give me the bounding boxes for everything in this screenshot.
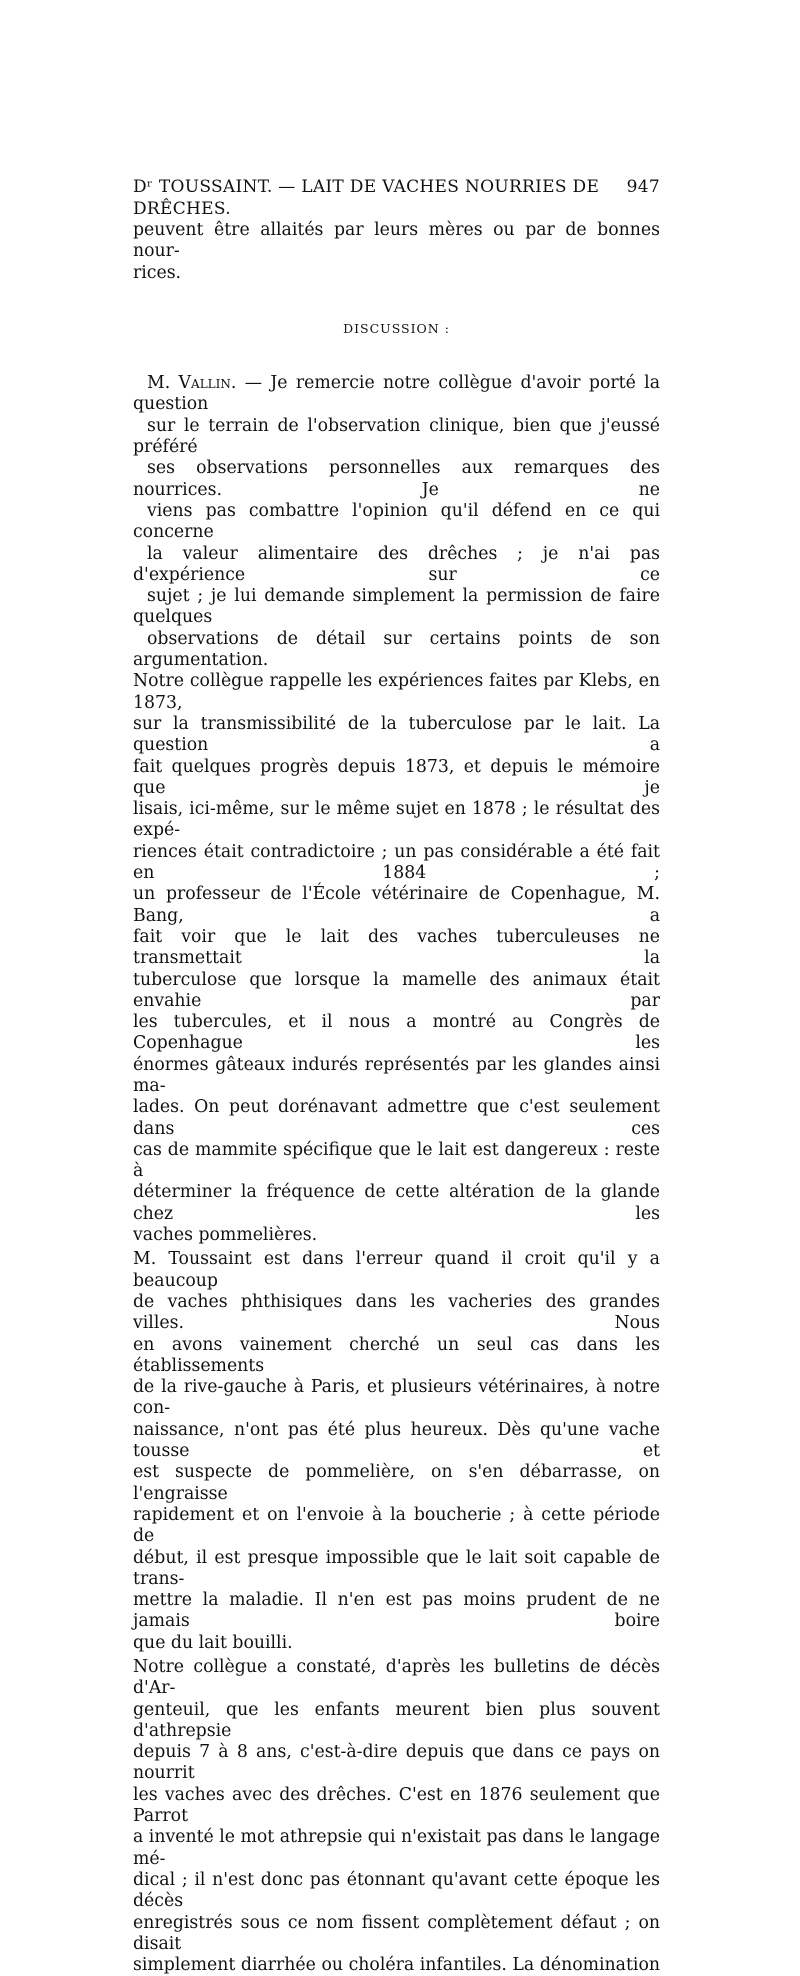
text-line: fait quelques progrès depuis 1873, et depuis le mémoire que je: [133, 756, 660, 798]
text-line: vaches pommelières.: [133, 1225, 318, 1246]
intro-paragraph: [133, 220, 660, 284]
text-line: les vaches avec des drêches. C'est en 1876 seulement que Parrot: [133, 1784, 660, 1827]
text-line: énormes gâteaux indurés représentés par les glandes ainsi ma-: [133, 1054, 660, 1096]
text-line: ses observations personnelles aux remarques des nourrices. Je ne: [133, 458, 660, 500]
text-line: déterminer la fréquence de cette altération de la glande chez les: [133, 1182, 660, 1224]
text-line: peuvent être allaités par leurs mères ou par de bonnes nour-: [133, 220, 660, 262]
text-line: a inventé le mot athrepsie qui n'existait pas dans le langage mé-: [133, 1827, 660, 1869]
text-line: Notre collègue a constaté, d'après les bulletins de décès d'Ar-: [133, 1657, 660, 1699]
text-fragment: — Je remercie notre collègue d'avoir porté la question: [133, 373, 661, 415]
text-line: sujet ; je lui demande simplement la permission de faire quelques: [133, 586, 660, 628]
text-line: genteuil, que les enfants meurent bien plus souvent d'athrepsie: [133, 1699, 660, 1741]
text-line: enregistrés sous ce nom fissent complètement défaut ; on disait: [133, 1912, 660, 1954]
text-line: est suspecte de pommelière, on s'en débarrasse, on l'engraisse: [133, 1462, 660, 1504]
text-line: M. Toussaint est dans l'erreur quand il croit qu'il y a beaucoup: [133, 1249, 660, 1291]
text-line: rices.: [133, 262, 182, 283]
text-line: Notre collègue rappelle les expériences faites par Klebs, en 1873,: [133, 671, 660, 713]
text-line: depuis 7 à 8 ans, c'est-à-dire depuis que dans ce pays on nourrit: [133, 1742, 660, 1784]
text-line: la valeur alimentaire des drêches ; je n'ai pas d'expérience sur ce: [133, 543, 660, 585]
text-line: simplement diarrhée ou choléra infantiles. La dénomination: [133, 1955, 660, 1976]
speaker-name: M. Vallin.: [147, 373, 237, 394]
running-head: [133, 176, 660, 220]
page-number: 947: [626, 177, 660, 197]
text-line: [133, 373, 660, 416]
section-title: DISCUSSION :: [343, 320, 450, 336]
paragraph-klebs: [133, 671, 660, 1246]
text-line: rapidement et on l'envoie à la boucherie ; à cette période de: [133, 1504, 660, 1547]
text-line: mettre la maladie. Il n'en est pas moins prudent de ne jamais boire: [133, 1590, 660, 1632]
running-head-title: Dʳ TOUSSAINT. — LAIT DE VACHES NOURRIES DE DRÊCHES.: [133, 177, 600, 219]
text-line: tuberculose que lorsque la mamelle des animaux était envahie par: [133, 969, 660, 1011]
text-line: que du lait bouilli.: [133, 1632, 293, 1653]
text-line: viens pas combattre l'opinion qu'il défend en ce qui concerne: [133, 500, 660, 543]
paragraph-vallin: [133, 373, 660, 671]
text-line: de la rive-gauche à Paris, et plusieurs vétérinaires, à notre con-: [133, 1377, 660, 1419]
text-line: un professeur de l'École vétérinaire de Copenhague, M. Bang, a: [133, 884, 660, 926]
text-line: cas de mammite spécifique que le lait est dangereux : reste à: [133, 1139, 660, 1182]
text-line: les tubercules, et il nous a montré au Congrès de Copenhague les: [133, 1012, 660, 1054]
text-line: lisais, ici-même, sur le même sujet en 1878 ; le résultat des expé-: [133, 799, 660, 841]
paragraph-argenteuil: [133, 1657, 660, 1976]
text-line: en avons vainement cherché un seul cas dans les établissements: [133, 1334, 660, 1376]
text-line: observations de détail sur certains points de son argumentation.: [133, 628, 660, 671]
text-line: sur la transmissibilité de la tuberculose par le lait. La question a: [133, 713, 660, 756]
text-line: sur le terrain de l'observation clinique, bien que j'eussé préféré: [133, 415, 660, 458]
text-line: dical ; il n'est donc pas étonnant qu'avant cette époque les décès: [133, 1869, 660, 1912]
text-line: début, il est presque impossible que le lait soit capable de trans-: [133, 1547, 660, 1589]
text-line: de vaches phthisiques dans les vacheries des grandes villes. Nous: [133, 1291, 660, 1334]
text-line: lades. On peut dorénavant admettre que c'est seulement dans ces: [133, 1097, 660, 1139]
text-line: naissance, n'ont pas été plus heureux. Dès qu'une vache tousse et: [133, 1419, 660, 1462]
body-text: [133, 220, 660, 1976]
text-line: fait voir que le lait des vaches tuberculeuses ne transmettait la: [133, 926, 660, 969]
text-line: riences était contradictoire ; un pas considérable a été fait en 1884 ;: [133, 841, 660, 884]
paragraph-toussaint: [133, 1249, 660, 1654]
